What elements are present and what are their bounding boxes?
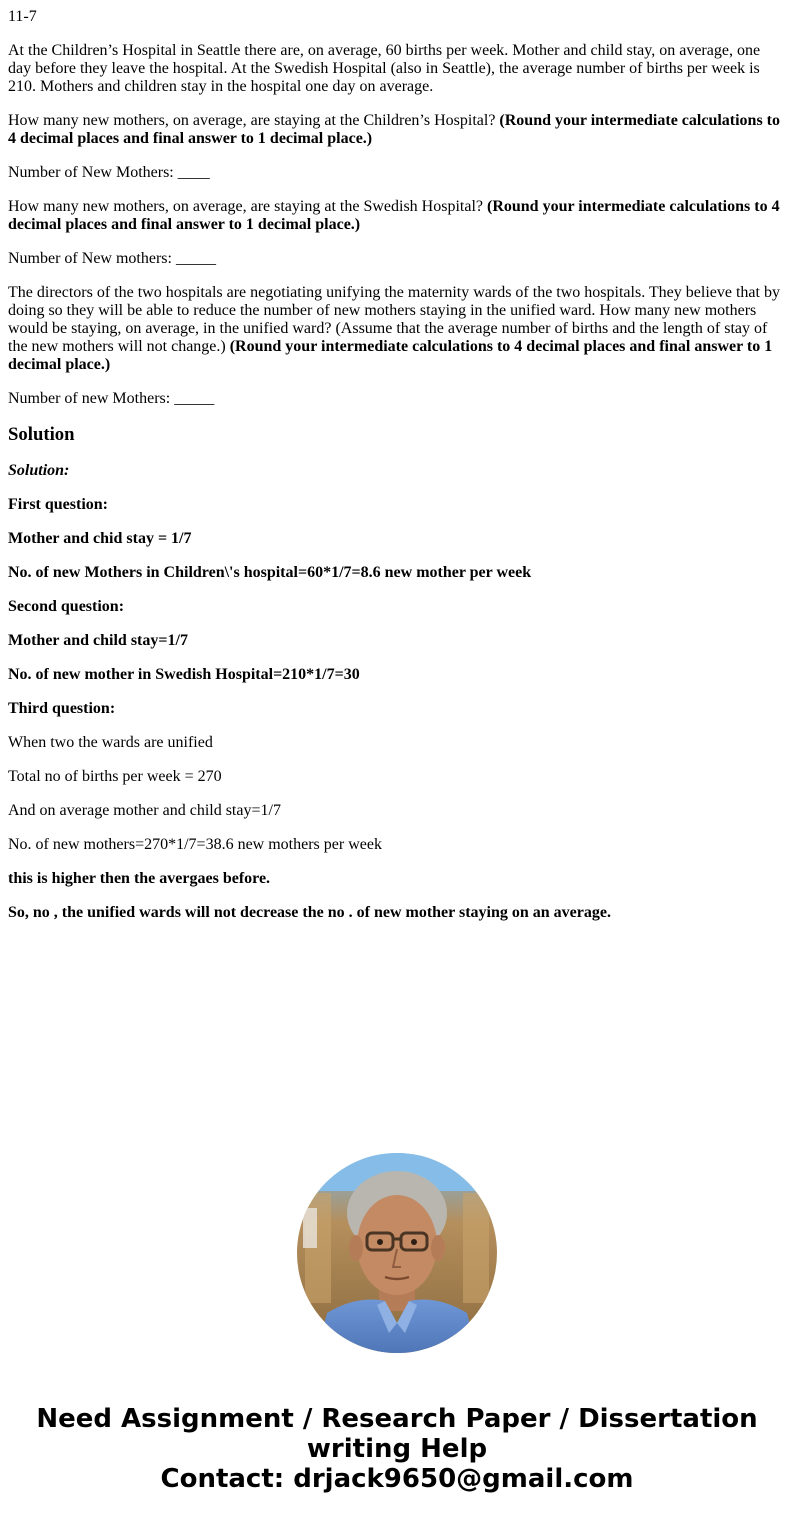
conclusion-line-2: So, no , the unified wards will not decrease the no . of new mother staying on an average. xyxy=(8,904,611,921)
question-1 xyxy=(8,112,784,148)
question-1-text: How many new mothers, on average, are staying at the Children’s Hospital? xyxy=(8,112,496,129)
problem-id: 11-7 xyxy=(8,8,37,25)
second-question-title: Second question: xyxy=(8,598,125,615)
question-2-text: How many new mothers, on average, are staying at the Swedish Hospital? xyxy=(8,198,483,215)
first-question-title: First question: xyxy=(8,496,108,513)
question-2 xyxy=(8,198,784,234)
footer-line-1: Need Assignment / Research Paper / Dissertation xyxy=(36,1404,758,1434)
author-avatar xyxy=(297,1153,497,1353)
answer-1-label: Number of New Mothers: ____ xyxy=(8,164,210,181)
second-result-line: No. of new mother in Swedish Hospital=210*1/7=30 xyxy=(8,666,360,683)
question-1-rounding-note: (Round your intermediate calculations to 4 decimal places and final answer to 1 decimal place.) xyxy=(8,112,781,147)
third-line-2: Total no of births per week = 270 xyxy=(8,768,222,785)
third-line-3: And on average mother and child stay=1/7 xyxy=(8,802,281,819)
third-line-4: No. of new mothers=270*1/7=38.6 new mothers per week xyxy=(8,836,382,853)
first-stay-line: Mother and chid stay = 1/7 xyxy=(8,530,192,547)
answer-3-label: Number of new Mothers: _____ xyxy=(8,390,215,407)
document-body xyxy=(8,8,784,938)
avatar-portrait-image xyxy=(297,1153,497,1353)
conclusion-line-1: this is higher then the avergaes before. xyxy=(8,870,271,887)
footer-line-2: writing Help xyxy=(306,1434,488,1464)
question-3 xyxy=(8,284,784,374)
first-result-line: No. of new Mothers in Children\'s hospital=60*1/7=8.6 new mother per week xyxy=(8,564,532,581)
solution-heading: Solution xyxy=(8,424,75,445)
second-stay-line: Mother and child stay=1/7 xyxy=(8,632,188,649)
footer-contact: Contact: drjack9650@gmail.com xyxy=(160,1464,634,1494)
footer-banner xyxy=(0,1404,794,1494)
third-line-1: When two the wards are unified xyxy=(8,734,213,751)
question-3-text: The directors of the two hospitals are negotiating unifying the maternity wards of the two hospitals. They believe that by doing so they will be able to reduce the number of new mothers staying in the unified ward. How many new mothers would be staying, on average, in the unified ward? (Assume that the average number of births and the length of stay of the new mothers will not change.) xyxy=(8,284,780,355)
answer-2-label: Number of New mothers: _____ xyxy=(8,250,216,267)
solution-label: Solution: xyxy=(8,462,70,479)
question-2-rounding-note: (Round your intermediate calculations to 4 decimal places and final answer to 1 decimal place.) xyxy=(8,198,780,233)
problem-intro: At the Children’s Hospital in Seattle there are, on average, 60 births per week. Mother and child stay, on average, one day before they leave the hospital. At the Swedish Hospital (also in Seattle), the average number of births per week is 210. Mothers and children stay in the hospital one day on average. xyxy=(8,42,761,95)
question-3-rounding-note: (Round your intermediate calculations to 4 decimal places and final answer to 1 decimal place.) xyxy=(8,338,773,373)
third-question-title: Third question: xyxy=(8,700,116,717)
